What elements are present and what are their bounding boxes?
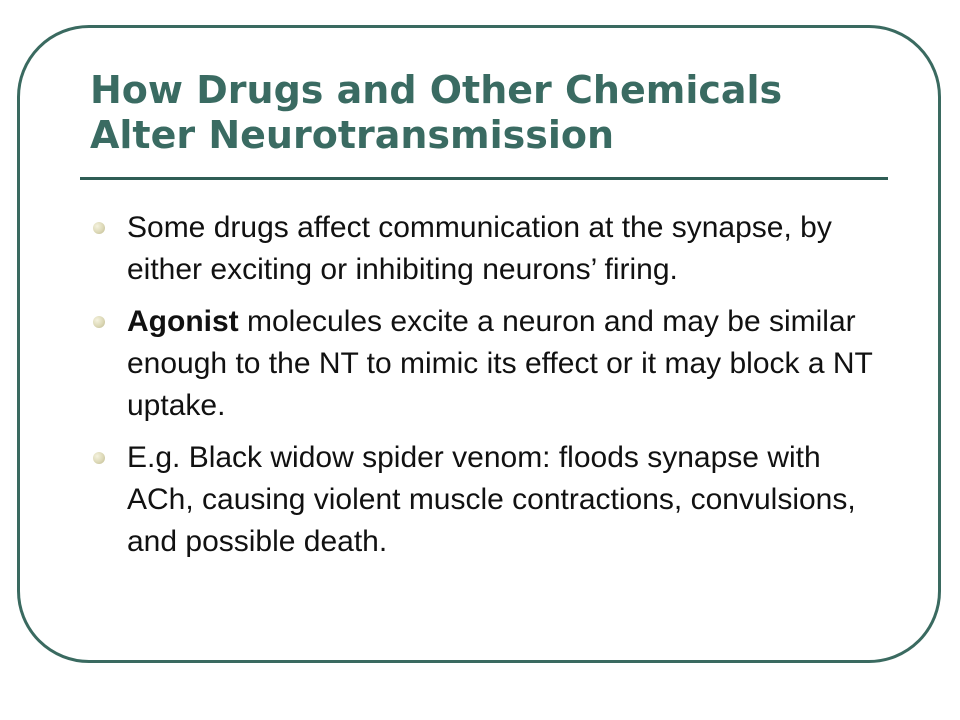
bullet-dot-icon xyxy=(93,316,105,328)
bullet-dot-icon xyxy=(93,222,105,234)
bullet-bold-term: Agonist xyxy=(127,305,239,338)
bullet-list xyxy=(90,207,880,573)
bullet-item xyxy=(90,207,880,291)
title-underline xyxy=(80,177,888,180)
slide-title xyxy=(90,68,890,158)
bullet-item xyxy=(90,437,880,563)
bullet-text: molecules excite a neuron and may be similar enough to the NT to mimic its effect or it may block a NT uptake. xyxy=(127,305,873,422)
bullet-item xyxy=(90,301,880,427)
bullet-dot-icon xyxy=(93,452,105,464)
bullet-text: E.g. Black widow spider venom: floods synapse with ACh, causing violent muscle contractions, convulsions, and possible death. xyxy=(127,441,856,558)
slide-title-line-1: How Drugs and Other Chemicals xyxy=(90,68,783,112)
slide-title-line-2: Alter Neurotransmission xyxy=(90,113,615,157)
bullet-text: Some drugs affect communication at the synapse, by either exciting or inhibiting neurons’ firing. xyxy=(127,211,832,286)
